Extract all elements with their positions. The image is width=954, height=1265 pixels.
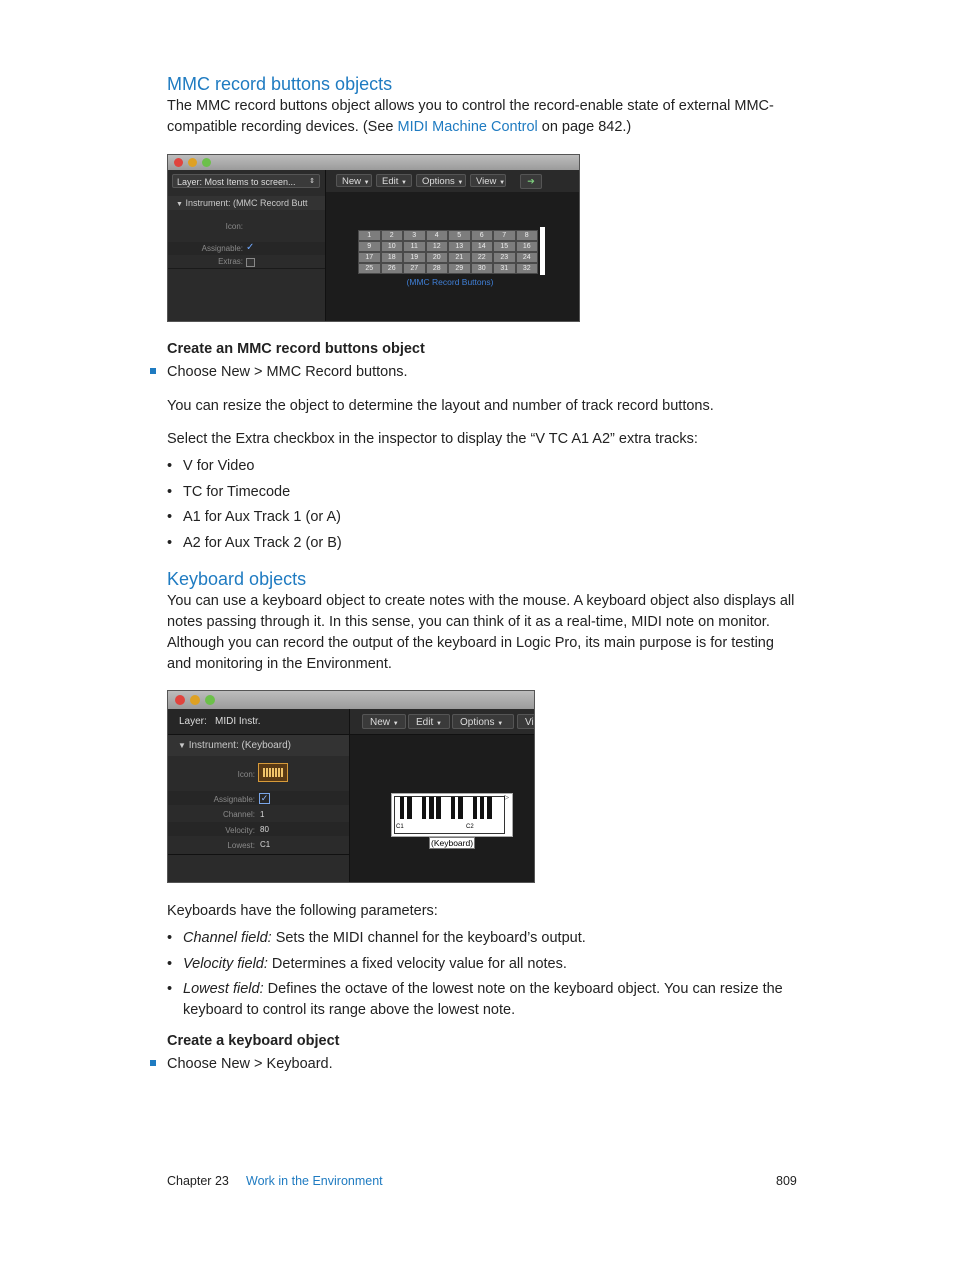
keyboard-object-caption: (Keyboard) — [431, 838, 474, 848]
record-button[interactable]: 14 — [471, 241, 494, 252]
record-button[interactable]: 32 — [516, 263, 539, 274]
record-button[interactable]: 18 — [381, 252, 404, 263]
list-item: • TC for Timecode — [167, 483, 291, 500]
task-step-mmc: Choose New > MMC Record buttons. — [150, 362, 790, 383]
record-button[interactable]: 17 — [358, 252, 381, 263]
keyboard-icon[interactable] — [258, 763, 288, 782]
intro-text-end: on page 842.) — [537, 119, 632, 135]
instrument-disclosure[interactable] — [168, 196, 325, 210]
close-button[interactable] — [175, 695, 185, 705]
list-item: • V for Video — [167, 458, 255, 474]
dropdown-arrow-icon: ▼ — [457, 180, 464, 186]
black-key[interactable] — [487, 797, 491, 819]
close-button[interactable] — [174, 158, 183, 167]
record-button[interactable]: 10 — [381, 241, 404, 252]
channel-label: Channel: — [222, 810, 255, 819]
layer-label: Layer: Most Items to screen... — [177, 177, 296, 187]
record-button[interactable]: 31 — [493, 263, 516, 274]
extras-label: Extras: — [218, 257, 243, 266]
velocity-value[interactable]: 80 — [260, 825, 269, 834]
zoom-button[interactable] — [205, 695, 215, 705]
mmc-environment-window — [167, 154, 580, 322]
menu-view[interactable]: View ▼ — [470, 174, 506, 187]
key-label-c2: C2 — [466, 824, 474, 830]
velocity-label: Velocity: — [225, 826, 255, 835]
menu-new[interactable]: New ▼ — [336, 174, 372, 187]
black-key[interactable] — [458, 797, 462, 819]
record-button[interactable]: 28 — [426, 263, 449, 274]
instrument-disclosure[interactable] — [168, 735, 349, 756]
window-titlebar — [168, 155, 579, 170]
keyboard-environment-window — [167, 690, 535, 883]
task-title-keyboard: Create a keyboard object — [167, 1033, 340, 1049]
black-key[interactable] — [422, 797, 426, 819]
step-bullet-icon — [150, 1060, 156, 1066]
intro-text: The MMC record buttons object allows you to control the record-enable state of external MMC-compatible recording devices. (See — [167, 98, 774, 135]
black-key[interactable] — [436, 797, 440, 819]
record-button[interactable]: 7 — [493, 230, 516, 241]
menu-options[interactable]: Options ▼ — [416, 174, 466, 187]
record-button[interactable]: 23 — [493, 252, 516, 263]
instrument-label: Instrument: (Keyboard) — [188, 740, 291, 751]
step-bullet-icon — [150, 368, 156, 374]
menu-new[interactable]: New ▼ — [362, 714, 406, 729]
record-button[interactable]: 27 — [403, 263, 426, 274]
record-button[interactable]: 11 — [403, 241, 426, 252]
task-title-mmc: Create an MMC record buttons object — [167, 341, 425, 357]
instrument-label: Instrument: (MMC Record Butt — [185, 198, 308, 208]
record-button[interactable]: 21 — [448, 252, 471, 263]
environment-toolbar — [326, 170, 579, 192]
key-label-c1: C1 — [396, 824, 404, 830]
record-button[interactable]: 2 — [381, 230, 404, 241]
midi-machine-control-link[interactable]: MIDI Machine Control — [397, 119, 538, 135]
section-heading-mmc: MMC record buttons objects — [167, 74, 393, 94]
icon-label: Icon: — [237, 770, 255, 779]
black-key[interactable] — [429, 797, 433, 819]
menu-options[interactable]: Options ▼ — [452, 714, 514, 729]
black-key[interactable] — [480, 797, 484, 819]
mmc-record-buttons-object[interactable] — [358, 230, 538, 274]
section-heading-keyboard: Keyboard objects — [167, 569, 307, 589]
record-button[interactable]: 22 — [471, 252, 494, 263]
extra-note: Select the Extra checkbox in the inspector to display the “V TC A1 A2” extra tracks: — [167, 431, 698, 447]
list-item: • Velocity field: Determines a fixed velocity value for all notes. — [167, 955, 567, 972]
record-button[interactable]: 19 — [403, 252, 426, 263]
inspector-panel — [168, 709, 350, 882]
assignable-checkbox[interactable]: ✓ — [246, 242, 255, 253]
mmc-intro-paragraph — [167, 96, 792, 138]
record-button[interactable]: 13 — [448, 241, 471, 252]
resize-note: You can resize the object to determine the layout and number of track record buttons. — [167, 398, 714, 414]
assignable-label: Assignable: — [213, 795, 255, 804]
black-key[interactable] — [473, 797, 477, 819]
dropdown-arrow-icon: ▼ — [401, 180, 407, 186]
disclosure-triangle-icon: ▼ — [176, 201, 183, 208]
channel-value[interactable]: 1 — [260, 810, 265, 819]
params-intro: Keyboards have the following parameters: — [167, 903, 438, 919]
object-resize-bar[interactable] — [540, 227, 545, 275]
dropdown-arrow-icon: ▼ — [392, 721, 399, 727]
layer-selector[interactable] — [172, 174, 320, 188]
record-button[interactable]: 8 — [516, 230, 539, 241]
footer-chapter: Chapter 23 — [167, 1174, 229, 1188]
params-list — [167, 928, 792, 1021]
lowest-value[interactable]: C1 — [260, 840, 271, 849]
layer-value: MIDI Instr. — [215, 716, 261, 727]
menu-edit[interactable]: Edit ▼ — [376, 174, 412, 187]
lowest-label: Lowest: — [227, 841, 255, 850]
link-toggle-button[interactable]: ➔ — [520, 174, 542, 189]
keyboard-object[interactable] — [391, 793, 513, 837]
environment-toolbar — [350, 709, 534, 735]
record-button[interactable]: 16 — [516, 241, 539, 252]
icon-label: Icon: — [225, 222, 243, 231]
piano-keys[interactable] — [394, 796, 505, 834]
assignable-checkbox[interactable]: ✓ — [260, 793, 269, 803]
record-button[interactable]: 3 — [403, 230, 426, 241]
window-titlebar — [168, 691, 534, 709]
dropdown-arrow-icon: ▼ — [363, 180, 370, 186]
record-button[interactable]: 12 — [426, 241, 449, 252]
menu-edit[interactable]: Edit ▼ — [408, 714, 450, 729]
record-button[interactable]: 20 — [426, 252, 449, 263]
page-number: 809 — [776, 1174, 797, 1188]
dropdown-arrow-icon: ▼ — [499, 180, 506, 186]
black-key[interactable] — [400, 797, 404, 819]
record-button[interactable]: 24 — [516, 252, 539, 263]
record-button[interactable]: 1 — [358, 230, 381, 241]
layer-label: Layer: — [179, 716, 207, 727]
updown-arrows-icon: ⇕ — [309, 178, 315, 185]
record-button[interactable]: 30 — [471, 263, 494, 274]
list-item: • A2 for Aux Track 2 (or B) — [167, 534, 342, 551]
record-button[interactable]: 6 — [471, 230, 494, 241]
disclosure-triangle-icon: ▼ — [178, 741, 186, 750]
black-key[interactable] — [407, 797, 411, 819]
zoom-button[interactable] — [202, 158, 211, 167]
mmc-object-caption: (MMC Record Buttons) — [406, 277, 494, 287]
record-button[interactable]: 5 — [448, 230, 471, 241]
dropdown-arrow-icon: ▼ — [497, 721, 504, 727]
resize-handle-icon[interactable]: ▷ — [504, 795, 509, 801]
record-button[interactable]: 25 — [358, 263, 381, 274]
black-key[interactable] — [451, 797, 455, 819]
footer-chapter-link[interactable]: Work in the Environment — [246, 1174, 383, 1188]
layer-selector[interactable] — [168, 709, 349, 735]
minimize-button[interactable] — [188, 158, 197, 167]
extras-checkbox[interactable] — [246, 258, 255, 267]
assignable-label: Assignable: — [201, 244, 243, 253]
list-item: • Lowest field: Defines the octave of the lowest note on the keyboard object. You can resize the keyboard to control its range above the lowest note. — [167, 981, 783, 1018]
menu-view[interactable]: Vi — [517, 714, 535, 729]
list-item: • Channel field: Sets the MIDI channel for the keyboard’s output. — [167, 930, 586, 946]
record-button[interactable]: 29 — [448, 263, 471, 274]
list-item: • A1 for Aux Track 1 (or A) — [167, 509, 341, 525]
extra-tracks-list — [167, 456, 787, 554]
dropdown-arrow-icon: ▼ — [436, 721, 442, 727]
record-button[interactable]: 26 — [381, 263, 404, 274]
record-button[interactable]: 4 — [426, 230, 449, 241]
inspector-panel — [168, 170, 326, 321]
task-step-keyboard: Choose New > Keyboard. — [150, 1054, 790, 1075]
record-button[interactable]: 15 — [493, 241, 516, 252]
record-button[interactable]: 9 — [358, 241, 381, 252]
white-key[interactable] — [497, 797, 505, 833]
minimize-button[interactable] — [190, 695, 200, 705]
keyboard-intro-paragraph: You can use a keyboard object to create notes with the mouse. A keyboard object also displays all notes passing through it. In this sense, you can think of it as a real-time, MIDI note on monitor. Although you can record the output of the keyboard in Logic Pro, its main purpose is for testing and monitoring in the Environment. — [167, 593, 795, 672]
